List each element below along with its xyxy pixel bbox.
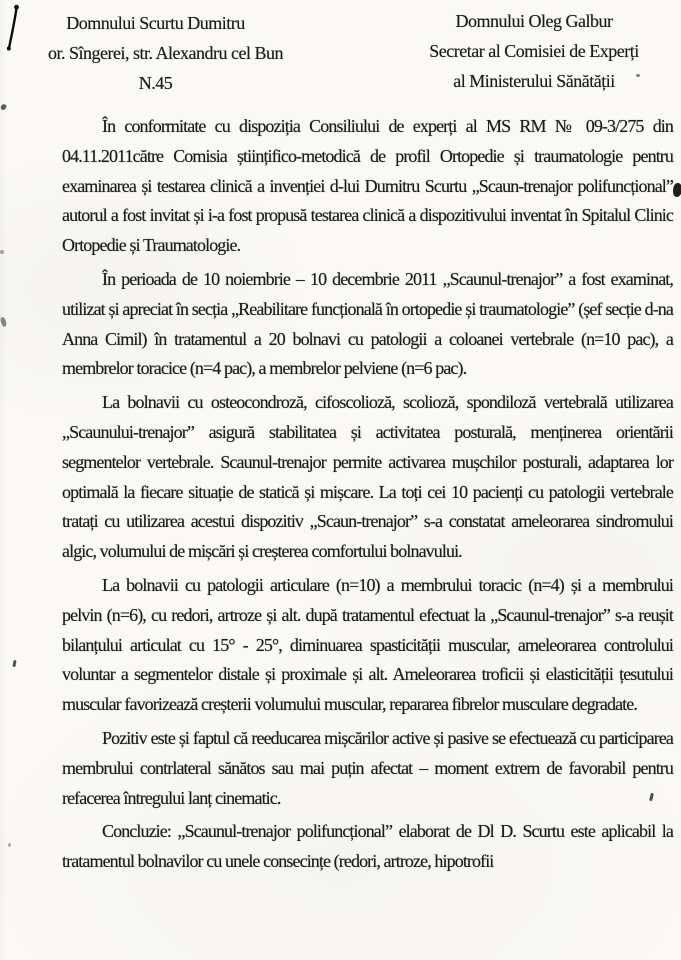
ink-speck (8, 843, 11, 847)
ink-speck (0, 103, 7, 111)
paragraph-positive: Pozitiv este și faptul că reeducarea mișcărilor active și pasive se efectuează cu participarea membrului contrlateral sănătos sau mai puțin afectat – moment extrem de favorabil pentru refacerea întregului lanț cinematic. (62, 727, 673, 808)
recipient-right-name: Domnului Oleg Galbur (455, 11, 613, 31)
letter-body (62, 112, 673, 881)
pen-stroke-mark (2, 2, 24, 58)
recipient-right-title: Secretar al Comisiei de Experți (429, 41, 639, 61)
ink-speck (12, 660, 16, 667)
paragraph-conclusion: Concluzie: „Scaunul-trenajor polifuncțional” elaborat de Dl D. Scurtu este aplicabil la tratamentul bolnavilor cu unele consecințe (redori, artroze, hipotrofii (62, 821, 673, 872)
ink-speck (0, 317, 7, 328)
paragraph-period: În perioada de 10 noiembrie – 10 decembrie 2011 „Scaunul-trenajor” a fost examinat, utilizat și apreciat în secția „Reabilitare funcțională în ortopedie și traumatologie” (șef secție d-na Anna Cimil) în tratamentul a 20 bolnavi cu patologii a coloanei vertebrale (n=10 pac), a membrelor toracice (n=4 pac), a membrelor pelviene (n=6 pac). (62, 268, 673, 379)
recipient-left-number: N.45 (138, 73, 173, 93)
recipient-right-org: al Ministerului Sănătății (453, 71, 615, 91)
recipient-left-name: Domnului Scurtu Dumitru (66, 13, 245, 33)
recipient-block-left (48, 8, 283, 98)
recipient-left-address: or. Sîngerei, str. Alexandru cel Bun (48, 43, 283, 63)
ink-blob-right-edge (673, 183, 681, 197)
paragraph-vertebral: La bolnavii cu osteocondroză, cifoscolioză, scolioză, spondiloză vertebrală utilizarea „Scaunului-trenajor” asigură stabilitatea și activitatea posturală, menținerea orientării segmentelor vertebrale. Scaunul-trenajor permite activarea mușchilor posturali, adaptarea lor optimală la fiecare situație de statică și mișcare. La toți cei 10 pacienți cu patologii vertebrale tratați cu utilizarea acestui dispozitiv „Scaun-trenajor” s-a constatat ameleorarea sindromului algic, volumului de mișcări și creșterea comfortului bolnavului. (62, 392, 673, 562)
paragraph-intro: În conformitate cu dispoziția Consiliului de experți al MS RM № 09-3/275 din 04.11.2011către Comisia științifico-metodică de profil Ortopedie și traumatologie pentru examinarea și testarea clinică a invenției d-lui Dumitru Scurtu „Scaun-trenajor polifuncțional” autorul a fost invitat și i-a fost propusă testarea clinică a dispozitivului inventat în Spitalul Clinic Ortopedie și Traumatologie. (62, 116, 673, 256)
recipient-block-right (420, 6, 648, 96)
ink-speck (0, 250, 4, 254)
paragraph-articular: La bolnavii cu patologii articulare (n=10) a membrului toracic (n=4) și a membrului pelvin (n=6), cu redori, artroze și alt. după tratamentul efectuat la „Scaunul-trenajor” s-a reușit bilanțului articulat cu 15° - 25°, diminuarea spasticității muscular, ameleorarea controlului voluntar a segmentelor distale și proximale și alt. Ameleorarea troficii și elasticității țesutului muscular favorizează creșterii volumului muscular, repararea fibrelor musculare degradate. (62, 574, 673, 715)
